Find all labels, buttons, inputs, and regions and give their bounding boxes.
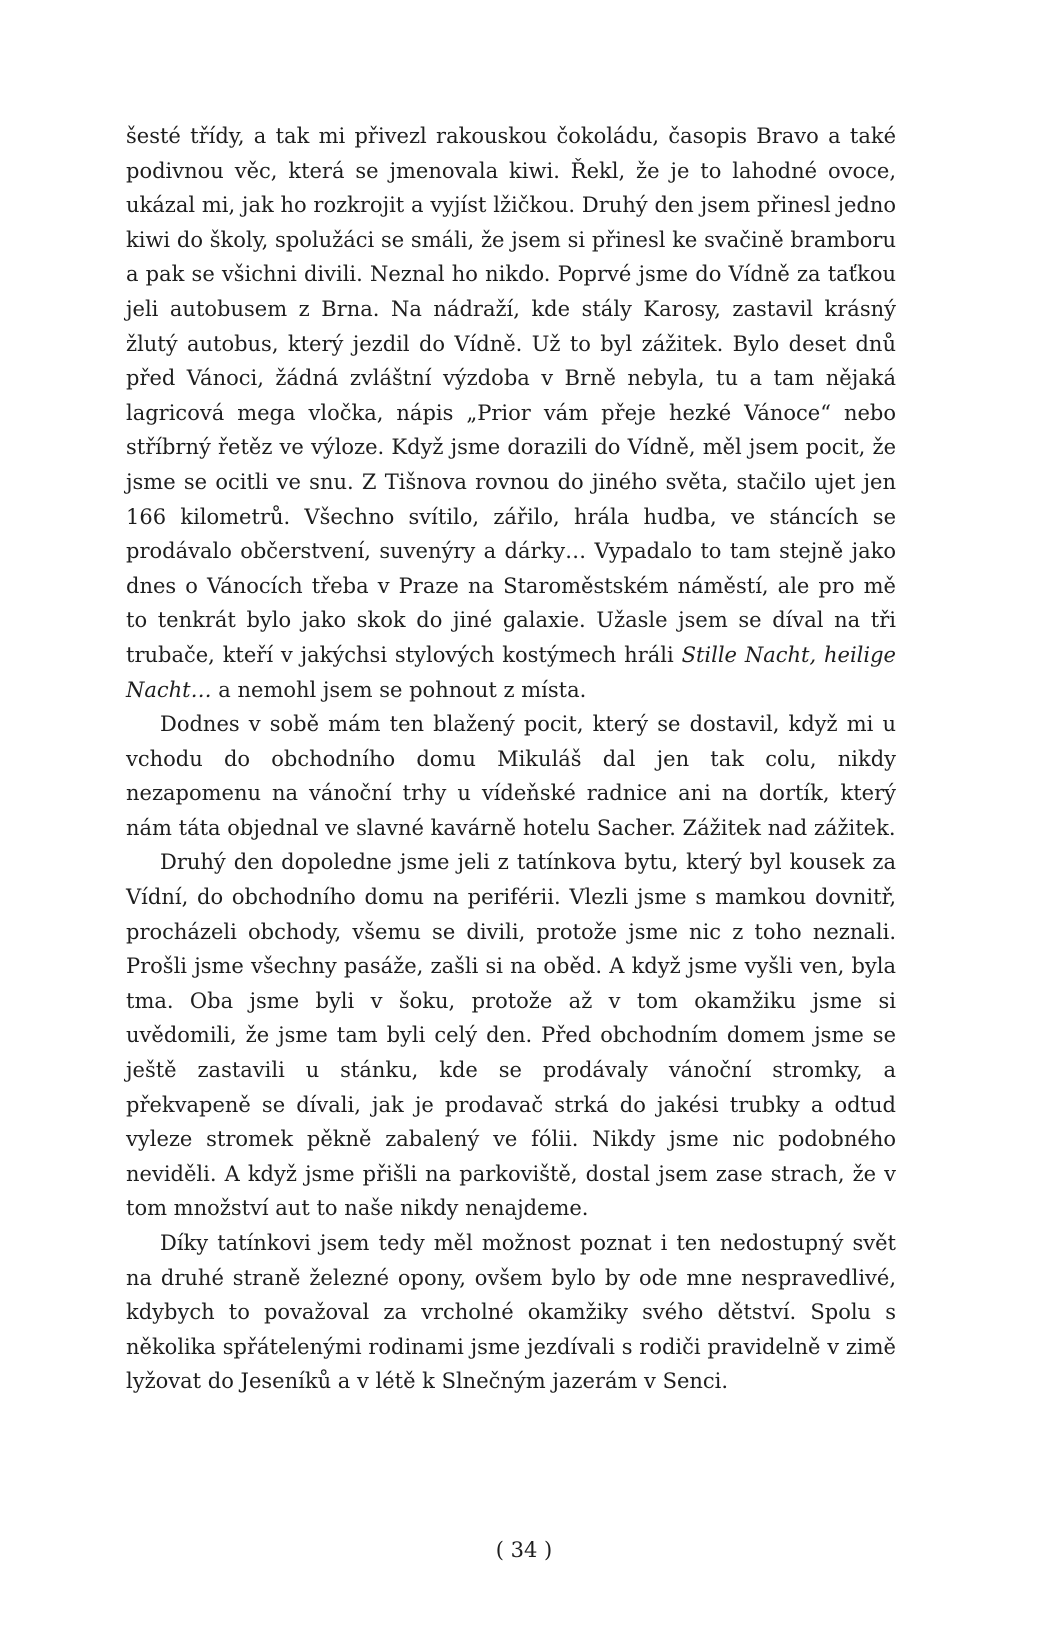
paragraph-2: Dodnes v sobě mám ten blažený pocit, který se dostavil, když mi u vchodu do obchodního domu Mikuláš dal jen tak colu, nikdy nezapomenu na vánoční trhy u vídeňské radnice ani na dortík, který nám táta objednal ve slavné kavárně hotelu Sacher. Zážitek nad zážitek. xyxy=(126,712,896,840)
paragraph-1-text: šesté třídy, a tak mi přivezl rakouskou čokoládu, časopis Bravo a také podivnou věc, která se jmenovala kiwi. Řekl, že je to lahodné ovoce, ukázal mi, jak ho rozkrojit a vyjíst lžičkou. Druhý den jsem přinesl jedno kiwi do školy, spolužáci se smáli, že jsem si přinesl ke svačině bramboru a pak se všichni divili. Neznal ho nikdo. Poprvé jsme do Vídně za taťkou jeli autobusem z Brna. Na nádraží, kde stály Karosy, zastavil krásný žlutý autobus, který jezdil do Vídně. Už to byl zážitek. Bylo deset dnů před Vánoci, žádná zvláštní výzdoba v Brně nebyla, tu a tam nějaká lagricová mega vločka, nápis „Prior vám přeje hezké Vánoce“ nebo stříbrný řetěz ve výloze. Když jsme dorazili do Vídně, měl jsem pocit, že jsme se ocitli ve snu. Z Tišnova rovnou do jiného světa, stačilo ujet jen 166 kilometrů. Všechno svítilo, zářilo, hrála hudba, ve stáncích se prodávalo občerstvení, suvenýry a dárky… Vypadalo to tam stejně jako dnes o Vánocích třeba v Praze na Staroměstském náměstí, ale pro mě to tenkrát bylo jako skok do jiné galaxie. Užasle jsem se díval na tři trubače, kteří v jakýchsi stylových kostýmech hráli xyxy=(126,124,896,667)
page-number: ( 34 ) xyxy=(495,1538,553,1562)
paragraph-3: Druhý den dopoledne jsme jeli z tatínkova bytu, který byl kousek za Vídní, do obchodního domu na periférii. Vlezli jsme s mamkou dovnitř, procházeli obchody, všemu se divili, protože jsme nic z toho neznali. Prošli jsme všechny pasáže, zašli si na oběd. A když jsme vyšli ven, byla tma. Oba jsme byli v šoku, protože až v tom okamžiku jsme si uvědomili, že jsme tam byli celý den. Před obchodním domem jsme se ještě zastavili u stánku, kde se prodávaly vánoční stromky, a překvapeně se dívali, jak je prodavač strká do jakési trubky a odtud vyleze stromek pěkně zabalený ve fólii. Nikdy jsme nic podobného neviděli. A když jsme přišli na parkoviště, dostal jsem zase strach, že v tom množství aut to naše nikdy nenajdeme. xyxy=(126,850,896,1221)
paragraph-4: Díky tatínkovi jsem tedy měl možnost poznat i ten nedostupný svět na druhé straně železné opony, ovšem bylo by ode mne nespravedlivé, kdybych to považoval za vrcholné okamžiky svého dětství. Spolu s několika spřátelenými rodinami jsme jezdívali s rodiči pravidelně v zimě lyžovat do Jeseníků a v létě k Slnečným jazerám v Senci. xyxy=(126,1231,896,1394)
paragraph-1-ending: a nemohl jsem se pohnout z místa. xyxy=(211,677,587,702)
paragraph-1 xyxy=(126,119,896,707)
song-title-italic: Stille Nacht, heilige Nacht… xyxy=(126,642,896,702)
body-text xyxy=(126,119,896,1399)
